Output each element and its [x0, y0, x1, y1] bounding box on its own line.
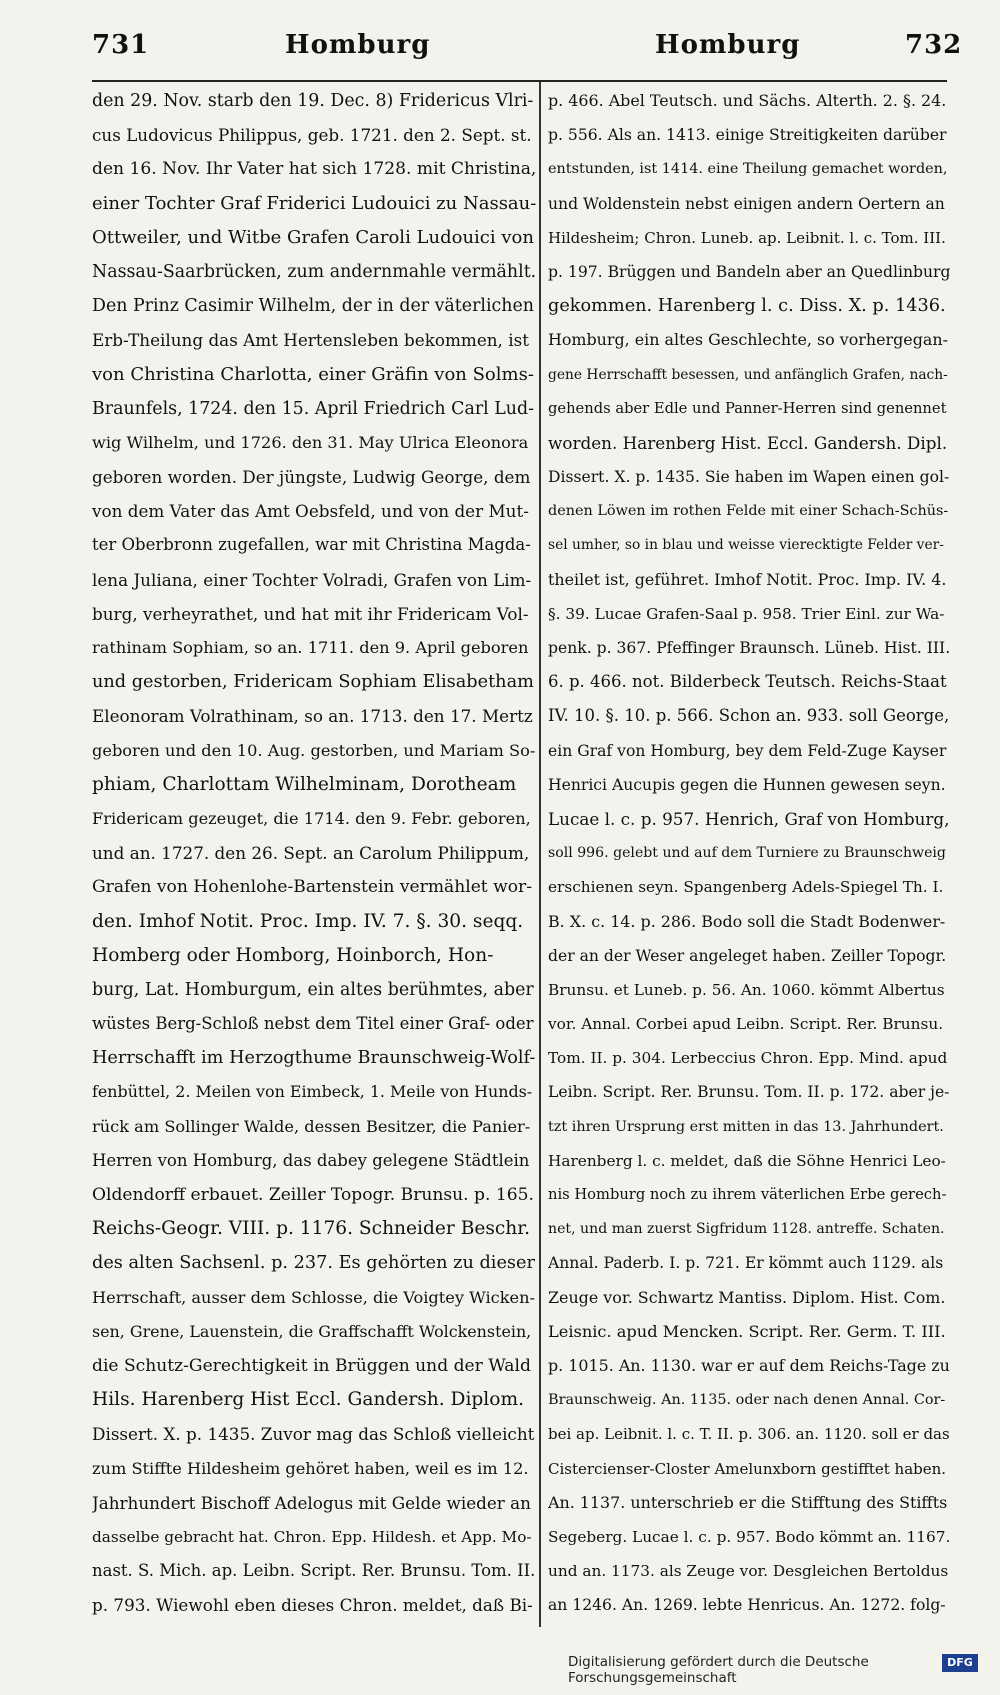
text-line: Ottweiler, und Witbe Grafen Caroli Ludouici von	[92, 226, 534, 248]
text-line: den 29. Nov. starb den 19. Dec. 8) Fridericus Vlri-	[92, 91, 534, 111]
text-line: Reichs-Geogr. VIII. p. 1176. Schneider Beschr.	[92, 1218, 531, 1240]
right-running-title: Homburg	[655, 30, 801, 60]
text-line: Zeuge vor. Schwartz Mantiss. Diplom. Hist. Com.	[548, 1287, 946, 1307]
text-line: Lucae l. c. p. 957. Henrich, Graf von Homburg,	[548, 808, 950, 829]
text-line: Annal. Paderb. I. p. 721. Er kömmt auch 1129. als	[548, 1254, 944, 1273]
text-line: p. 556. Als an. 1413. einige Streitigkeiten darüber	[548, 126, 947, 145]
text-line: Braunschweig. An. 1135. oder nach denen Annal. Cor-	[548, 1392, 946, 1409]
left-page-number: 731	[92, 30, 150, 60]
text-line: Cistercienser-Closter Amelunxborn gestifftet haben.	[548, 1459, 947, 1478]
text-line: penk. p. 367. Pfeffinger Braunsch. Lüneb. Hist. III.	[548, 639, 950, 657]
text-line: erschienen seyn. Spangenberg Adels-Spiegel Th. I.	[548, 878, 944, 897]
text-line: die Schutz-Gerechtigkeit in Brüggen und der Wald	[92, 1355, 531, 1376]
text-line: Den Prinz Casimir Wilhelm, der in der väterlichen	[92, 296, 534, 317]
text-line: der an der Weser angeleget haben. Zeiller Topogr.	[548, 946, 947, 965]
text-line: net, und man zuerst Sigfridum 1128. antreffe. Schaten.	[548, 1221, 945, 1238]
text-line: und an. 1173. als Zeuge vor. Desgleichen Bertoldus	[548, 1562, 949, 1581]
text-line: Fridericam gezeuget, die 1714. den 9. Febr. geboren,	[92, 808, 531, 828]
text-line: IV. 10. §. 10. p. 566. Schon an. 933. soll George,	[548, 706, 950, 726]
text-line: p. 1015. An. 1130. war er auf dem Reichs-Tage zu	[548, 1355, 950, 1375]
text-line: Dissert. X. p. 1435. Sie haben im Wapen einen gol-	[548, 468, 950, 487]
text-line: burg, verheyrathet, und hat mit ihr Fridericam Vol-	[92, 603, 529, 624]
text-line: rathinam Sophiam, so an. 1711. den 9. April geboren	[92, 638, 529, 657]
text-line: von dem Vater das Amt Oebsfeld, und von der Mut-	[92, 501, 529, 522]
text-line: fenbüttel, 2. Meilen von Eimbeck, 1. Meile von Hunds-	[92, 1082, 533, 1102]
text-line: den 16. Nov. Ihr Vater hat sich 1728. mit Christina,	[92, 159, 536, 180]
text-line: Tom. II. p. 304. Lerbeccius Chron. Epp. Mind. apud	[548, 1049, 948, 1068]
text-line: Jahrhundert Bischoff Adelogus mit Gelde wieder an	[92, 1492, 531, 1513]
digitization-credit: Digitalisierung gefördert durch die Deutsche Forschungsgemeinschaft	[568, 1654, 869, 1686]
text-line	[548, 1622, 950, 1624]
text-line: des alten Sachsenl. p. 237. Es gehörten zu dieser	[92, 1253, 535, 1274]
text-line: Erb-Theilung das Amt Hertensleben bekommen, ist	[92, 330, 529, 351]
text-line: Henrici Aucupis gegen die Hunnen gewesen seyn.	[548, 775, 946, 794]
text-line: sen, Grene, Lauenstein, die Graffschafft Wolckenstein,	[92, 1321, 532, 1341]
text-line: nis Homburg noch zu ihrem väterlichen Erbe gerech-	[548, 1186, 947, 1203]
text-line: B. X. c. 14. p. 286. Bodo soll die Stadt Bodenwer-	[548, 911, 946, 931]
text-line: denen Löwen im rothen Felde mit einer Schach-Schüs-	[548, 503, 949, 520]
text-line	[92, 1622, 536, 1624]
text-line: tzt ihren Ursprung erst mitten in das 13. Jahrhundert.	[548, 1118, 944, 1135]
text-line: Segeberg. Lucae l. c. p. 957. Bodo kömmt an. 1167.	[548, 1527, 950, 1546]
dfg-logo: DFG	[942, 1654, 978, 1672]
text-line: von Christina Charlotta, einer Gräfin von Solms-	[92, 363, 534, 385]
text-line: Eleonoram Volrathinam, so an. 1713. den 17. Mertz	[92, 706, 533, 727]
text-line: soll 996. gelebt und auf dem Turniere zu Braunschweig	[548, 845, 946, 862]
text-line: lena Juliana, einer Tochter Volradi, Grafen von Lim-	[92, 569, 532, 590]
text-line: p. 793. Wiewohl eben dieses Chron. meldet, daß Bi-	[92, 1595, 533, 1616]
right-page-number: 732	[905, 30, 963, 60]
text-line: Brunsu. et Luneb. p. 56. An. 1060. kömmt Albertus	[548, 980, 945, 999]
text-line: einer Tochter Graf Friderici Ludouici zu Nassau-	[92, 192, 536, 214]
text-line: dasselbe gebracht hat. Chron. Epp. Hildesh. et App. Mo-	[92, 1527, 532, 1546]
text-line: Herrschafft im Herzogthume Braunschweig-Wolf-	[92, 1048, 536, 1069]
text-line: cus Ludovicus Philippus, geb. 1721. den 2. Sept. st.	[92, 125, 532, 146]
right-column	[548, 84, 950, 1624]
text-line: Herrschaft, ausser dem Schlosse, die Voigtey Wicken-	[92, 1287, 535, 1307]
text-line: und gestorben, Fridericam Sophiam Elisabetham	[92, 672, 534, 693]
text-line: Herren von Homburg, das dabey gelegene Städtlein	[92, 1150, 530, 1170]
text-line: ein Graf von Homburg, bey dem Feld-Zuge Kayser	[548, 741, 947, 760]
text-line: geboren und den 10. Aug. gestorben, und Mariam So-	[92, 740, 536, 760]
text-line: Leisnic. apud Mencken. Script. Rer. Germ. T. III.	[548, 1321, 946, 1341]
text-line: Hildesheim; Chron. Luneb. ap. Leibnit. l. c. Tom. III.	[548, 228, 946, 247]
text-line: vor. Annal. Corbei apud Leibn. Script. Rer. Brunsu.	[548, 1015, 944, 1034]
text-line: Grafen von Hohenlohe-Bartenstein vermählet wor-	[92, 877, 532, 898]
text-line: zum Stiffte Hildesheim gehöret haben, weil es im 12.	[92, 1458, 529, 1478]
text-line: An. 1137. unterschrieb er die Stifftung des Stiffts	[548, 1492, 948, 1512]
column-divider	[539, 82, 541, 1627]
text-line: sel umher, so in blau und weisse vierecktigte Felder ver-	[548, 537, 944, 554]
header-rule	[92, 80, 947, 82]
text-line: worden. Harenberg Hist. Eccl. Gandersh. Dipl.	[548, 432, 948, 453]
left-running-title: Homburg	[285, 30, 431, 60]
text-line: wüstes Berg-Schloß nebst dem Titel einer Graf- oder	[92, 1014, 534, 1034]
text-line: theilet ist, geführet. Imhof Notit. Proc. Imp. IV. 4.	[548, 569, 947, 589]
text-line: gekommen. Harenberg l. c. Diss. X. p. 1436.	[548, 296, 946, 317]
text-line: Dissert. X. p. 1435. Zuvor mag das Schloß vielleicht	[92, 1424, 535, 1445]
text-line: Homburg, ein altes Geschlechte, so vorhergegan-	[548, 330, 948, 350]
text-line: ter Oberbronn zugefallen, war mit Christina Magda-	[92, 535, 531, 555]
text-line: Braunfels, 1724. den 15. April Friedrich Carl Lud-	[92, 398, 534, 419]
text-line: Homberg oder Homborg, Hoinborch, Hon-	[92, 944, 494, 966]
text-line: bei ap. Leibnit. l. c. T. II. p. 306. an. 1120. soll er das	[548, 1425, 950, 1444]
text-line: 6. p. 466. not. Bilderbeck Teutsch. Reichs-Staat	[548, 672, 947, 692]
text-line: an 1246. An. 1269. lebte Henricus. An. 1272. folg-	[548, 1596, 946, 1615]
text-line: Leibn. Script. Rer. Brunsu. Tom. II. p. 172. aber je-	[548, 1083, 950, 1102]
text-line: entstunden, ist 1414. eine Theilung gemachet worden,	[548, 161, 948, 178]
text-line: den. Imhof Notit. Proc. Imp. IV. 7. §. 30. seqq.	[92, 910, 524, 932]
text-line: gehends aber Edle und Panner-Herren sind genennet	[548, 399, 947, 417]
text-line: wig Wilhelm, und 1726. den 31. May Ulrica Eleonora	[92, 432, 529, 452]
text-line: geboren worden. Der jüngste, Ludwig George, dem	[92, 467, 531, 488]
text-line: Hils. Harenberg Hist Eccl. Gandersh. Diplom.	[92, 1389, 524, 1411]
text-line: §. 39. Lucae Grafen-Saal p. 958. Trier Einl. zur Wa-	[548, 604, 945, 623]
text-line: und Woldenstein nebst einigen andern Oertern an	[548, 194, 945, 213]
text-line: rück am Sollinger Walde, dessen Besitzer, die Panier-	[92, 1116, 531, 1136]
text-line: p. 197. Brüggen und Bandeln aber an Quedlinburg	[548, 262, 950, 281]
text-line: Harenberg l. c. meldet, daß die Söhne Henrici Leo-	[548, 1151, 946, 1170]
text-line: Oldendorff erbauet. Zeiller Topogr. Brunsu. p. 165.	[92, 1185, 534, 1205]
left-column	[92, 84, 536, 1624]
text-line: phiam, Charlottam Wilhelminam, Dorotheam	[92, 773, 517, 795]
text-line: p. 466. Abel Teutsch. und Sächs. Alterth. 2. §. 24.	[548, 91, 947, 110]
text-line: nast. S. Mich. ap. Leibn. Script. Rer. Brunsu. Tom. II.	[92, 1561, 536, 1581]
text-line: Nassau-Saarbrücken, zum andernmahle vermählt.	[92, 261, 536, 282]
text-line: burg, Lat. Homburgum, ein altes berühmtes, aber	[92, 979, 534, 1000]
text-line: gene Herrschafft besessen, und anfänglich Grafen, nach-	[548, 366, 948, 383]
text-line: und an. 1727. den 26. Sept. an Carolum Philippum,	[92, 843, 530, 864]
